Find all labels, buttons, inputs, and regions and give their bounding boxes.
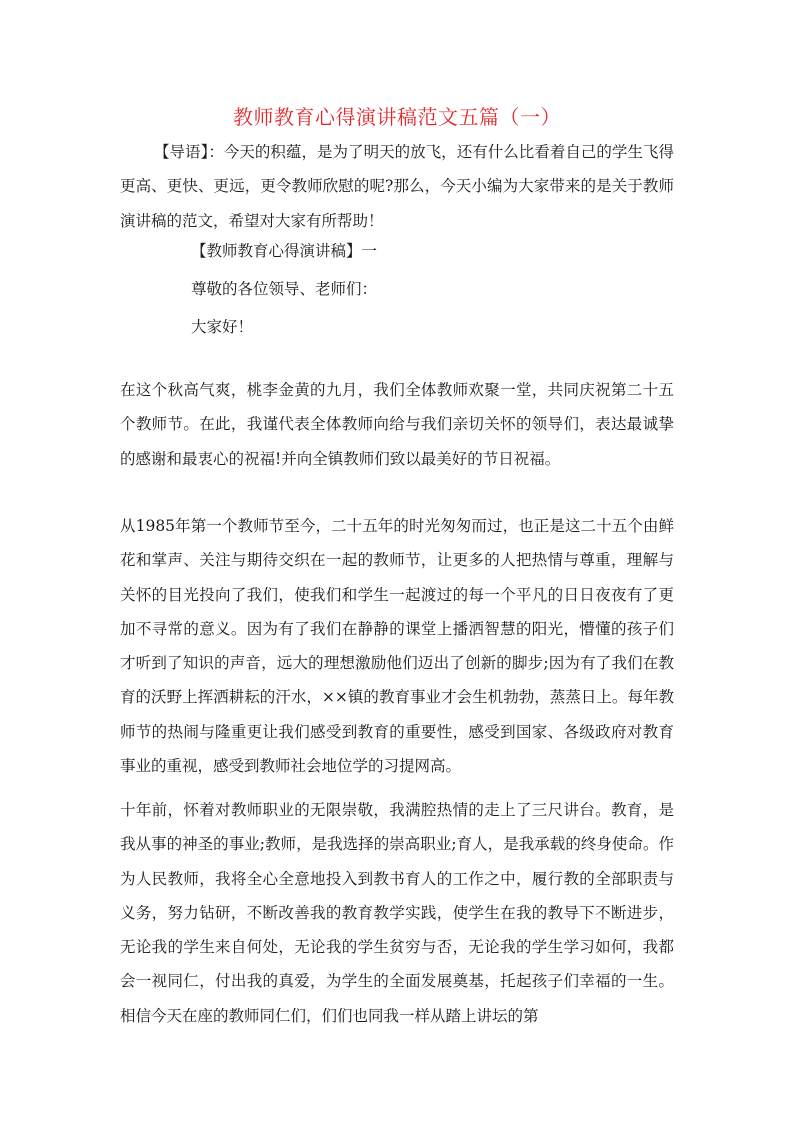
document-title: 教师教育心得演讲稿范文五篇（一） [233, 105, 561, 129]
greeting: 大家好！ [191, 318, 254, 336]
intro-paragraph: 【导语】：今天的积蕴，是为了明天的放飞，还有什么比看着自己的学生飞得更高、更快、更远，更令教师欣慰的呢?那么，今天小编为大家带来的是关于教师演讲稿的范文，希望对大家有所帮助！ [120, 143, 674, 230]
section-heading: 【教师教育心得演讲稿】一 [191, 242, 378, 260]
body-paragraph-1: 在这个秋高气爽，桃李金黄的九月，我们全体教师欢聚一堂，共同庆祝第二十五个教师节。在此，我谨代表全体教师向给与我们亲切关怀的领导们，表达最诚挚的感谢和最衷心的祝福!并向全镇教师们致以最美好的节日祝福。 [120, 381, 674, 468]
body-paragraph-2: 从1985年第一个教师节至今，二十五年的时光匆匆而过，也正是这二十五个由鲜花和掌声、关注与期待交织在一起的教师节，让更多的人把热情与尊重，理解与关怀的目光投向了我们，使我们和学生一起渡过的每一个平凡的日日夜夜有了更加不寻常的意义。因为有了我们在静静的课堂上播洒智慧的阳光，懵懂的孩子们才听到了知识的声音，远大的理想激励他们迈出了创新的脚步;因为有了我们在教育的沃野上挥洒耕耘的汗水，××镇的教育事业才会生机勃勃，蒸蒸日上。每年教师节的热闹与隆重更让我们感受到教育的重要性，感受到国家、各级政府对教育事业的重视，感受到教师社会地位学的习提网高。 [120, 517, 674, 776]
salutation: 尊敬的各位领导、老师们： [191, 280, 378, 298]
body-paragraph-3: 十年前，怀着对教师职业的无限崇敬，我满腔热情的走上了三尺讲台。教育，是我从事的神圣的事业;教师，是我选择的崇高职业;育人，是我承载的终身使命。作为人民教师，我将全心全意地投入到教书育人的工作之中，履行教的全部职责与义务，努力钻研，不断改善我的教育教学实践，使学生在我的教导下不断进步，无论我的学生来自何处，无论我的学生贫穷与否，无论我的学生学习如何，我都会一视同仁，付出我的真爱，为学生的全面发展奠基，托起孩子们幸福的一生。相信今天在座的教师同仁们，们们也同我一样从踏上讲坛的第 [120, 801, 674, 1025]
